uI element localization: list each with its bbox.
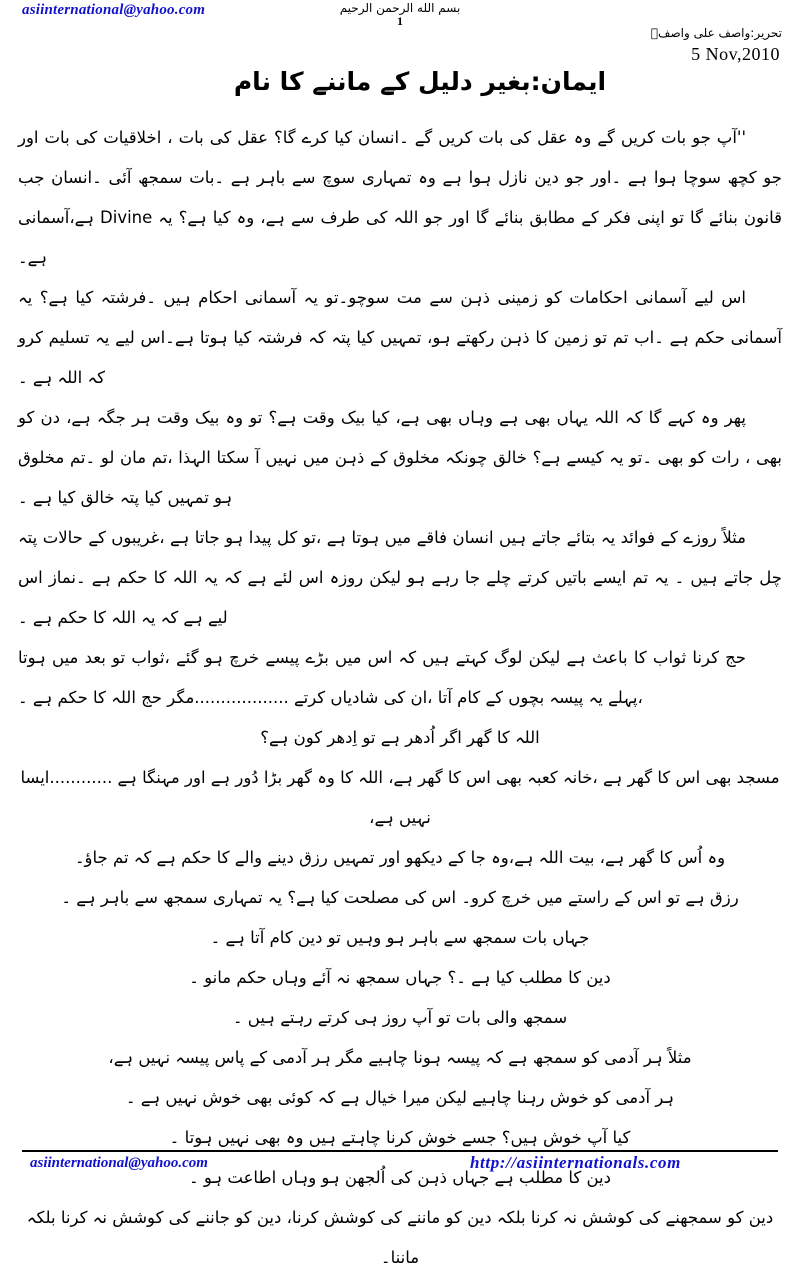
paragraph: اللہ کا گھر اگر اُدھر ہے تو اِدھر کون ہے؟ xyxy=(260,728,540,747)
paragraph: وہ اُس کا گھر ہے، بیت اللہ ہے،وہ جا کے دیکھو اور تمہیں رزق دینے والے کا حکم ہے کہ تم جاؤ۔ xyxy=(74,848,726,867)
bismillah-text: بسم الله الرحمن الرحيم xyxy=(339,1,461,15)
paragraph: مثلاً روزے کے فوائد یہ بتائے جاتے ہیں انسان فاقے میں ہوتا ہے ،تو کل پیدا ہو جاتا ہے ،غریبوں کے حالات پتہ چل جاتے ہیں ۔ یہ تم ایسے باتیں کرتے چلے جا رہے ہو لیکن روزہ اس لئے ہے کہ یہ اللہ کا حکم ہے ۔نماز اس لیے ہے کہ یہ اللہ کا حکم ہے ۔ xyxy=(18,528,782,627)
paragraph: رزق ہے تو اس کے راستے میں خرچ کرو۔ اس کی مصلحت کیا ہے؟ یہ تمہاری سمجھ سے باہر ہے ۔ xyxy=(61,888,739,907)
paragraph: مثلاً ہر آدمی کو سمجھ ہے کہ پیسہ ہونا چاہیے مگر ہر آدمی کے پاس پیسہ نہیں ہے، xyxy=(108,1048,692,1067)
paragraph: پھر وہ کہے گا کہ اللہ یہاں بھی ہے وہاں بھی ہے، کیا بیک وقت ہے؟ تو وہ بیک وقت ہر جگہ ہے، دن کو بھی ، رات کو بھی ۔تو یہ کیسے ہے؟ خالق چونکہ مخلوق کے ذہن میں نہیں آ سکتا الہذا ،تم مان لو ۔تم مخلوق ہو تمہیں کیا پتہ خالق کیا ہے ۔ xyxy=(18,408,782,507)
paragraph: اس لیے آسمانی احکامات کو زمینی ذہن سے مت سوچو۔تو یہ آسمانی احکام ہیں ۔فرشتہ کیا ہے؟ یہ آسمانی حکم ہے ۔اب تم تو زمین کا ذہن رکھتے ہو، تمہیں کیا پتہ کہ فرشتہ کیا ہوتا ہے۔اس لیے یہ تسلیم کرو کہ اللہ ہے ۔ xyxy=(18,288,782,387)
paragraph: کیا آپ خوش ہیں؟ جسے خوش کرنا چاہتے ہیں وہ بھی نہیں ہوتا ۔ xyxy=(169,1128,631,1147)
header-email-link[interactable]: asiinternational@yahoo.com xyxy=(22,2,206,18)
article-body xyxy=(18,118,782,1278)
paragraph: مسجد بھی اس کا گھر ہے ،خانہ کعبہ بھی اس کا گھر ہے، اللہ کا وہ گھر بڑا دُور ہے اور مہنگا ہے ............ایسا نہیں ہے، xyxy=(20,768,780,827)
paragraph: دین کا مطلب کیا ہے ۔؟ جہاں سمجھ نہ آئے وہاں حکم مانو ۔ xyxy=(189,968,611,987)
paragraph: حج کرنا ثواب کا باعث ہے لیکن لوگ کہتے ہیں کہ اس میں بڑے پیسے خرچ ہو گئے ،ثواب تو بعد میں ہوتا ،پہلے یہ پیسہ بچوں کے کام آتا ،ان کی شادیاں کرتے ..................مگر حج اللہ کا حکم ہے ۔ xyxy=(18,648,746,707)
author-credit: تحریر:واصف علی واصفؒ xyxy=(650,26,782,40)
page-title: ایمان:بغیر دلیل کے ماننے کا نام xyxy=(233,66,607,96)
footer-divider xyxy=(22,1150,778,1152)
paragraph: دین کو سمجھنے کی کوشش نہ کرنا بلکہ دین کو ماننے کی کوشش کرنا، دین کو جاننے کی کوشش نہ کرنا بلکہ ماننا۔ xyxy=(26,1208,774,1267)
footer-email-link[interactable]: asiinternational@yahoo.com xyxy=(30,1155,208,1171)
footer-website-link[interactable]: http://asiinternationals.com xyxy=(470,1153,681,1172)
publication-date: 5 Nov,2010 xyxy=(691,44,780,64)
page-number: 1 xyxy=(397,14,403,28)
paragraph: ''آپ جو بات کریں گے وہ عقل کی بات کریں گے ۔انسان کیا کرے گا؟ عقل کی بات ، اخلاقیات کی بات اور جو کچھ سوچا ہوا ہے ۔اور جو دین نازل ہوا ہے وہ تمہاری سوچ سے باہر ہے ۔بات سمجھ آئی ۔انسان جب قانون بنائے گا تو اپنی فکر کے مطابق بنائے گا اور جو اللہ کی طرف سے ہے، وہ کیا ہے؟ یہ Divine ہے،آسمانی ہے۔ xyxy=(18,128,782,267)
paragraph: دین کا مطلب ہے جہاں ذہن کی اُلجھن ہو وہاں اطاعت ہو ۔ xyxy=(189,1168,611,1187)
paragraph: سمجھ والی بات تو آپ روز ہی کرتے رہتے ہیں ۔ xyxy=(232,1008,568,1027)
paragraph: جہاں بات سمجھ سے باہر ہو وہیں تو دین کام آتا ہے ۔ xyxy=(210,928,590,947)
paragraph: ہر آدمی کو خوش رہنا چاہیے لیکن میرا خیال ہے کہ کوئی بھی خوش نہیں ہے ۔ xyxy=(125,1088,675,1107)
